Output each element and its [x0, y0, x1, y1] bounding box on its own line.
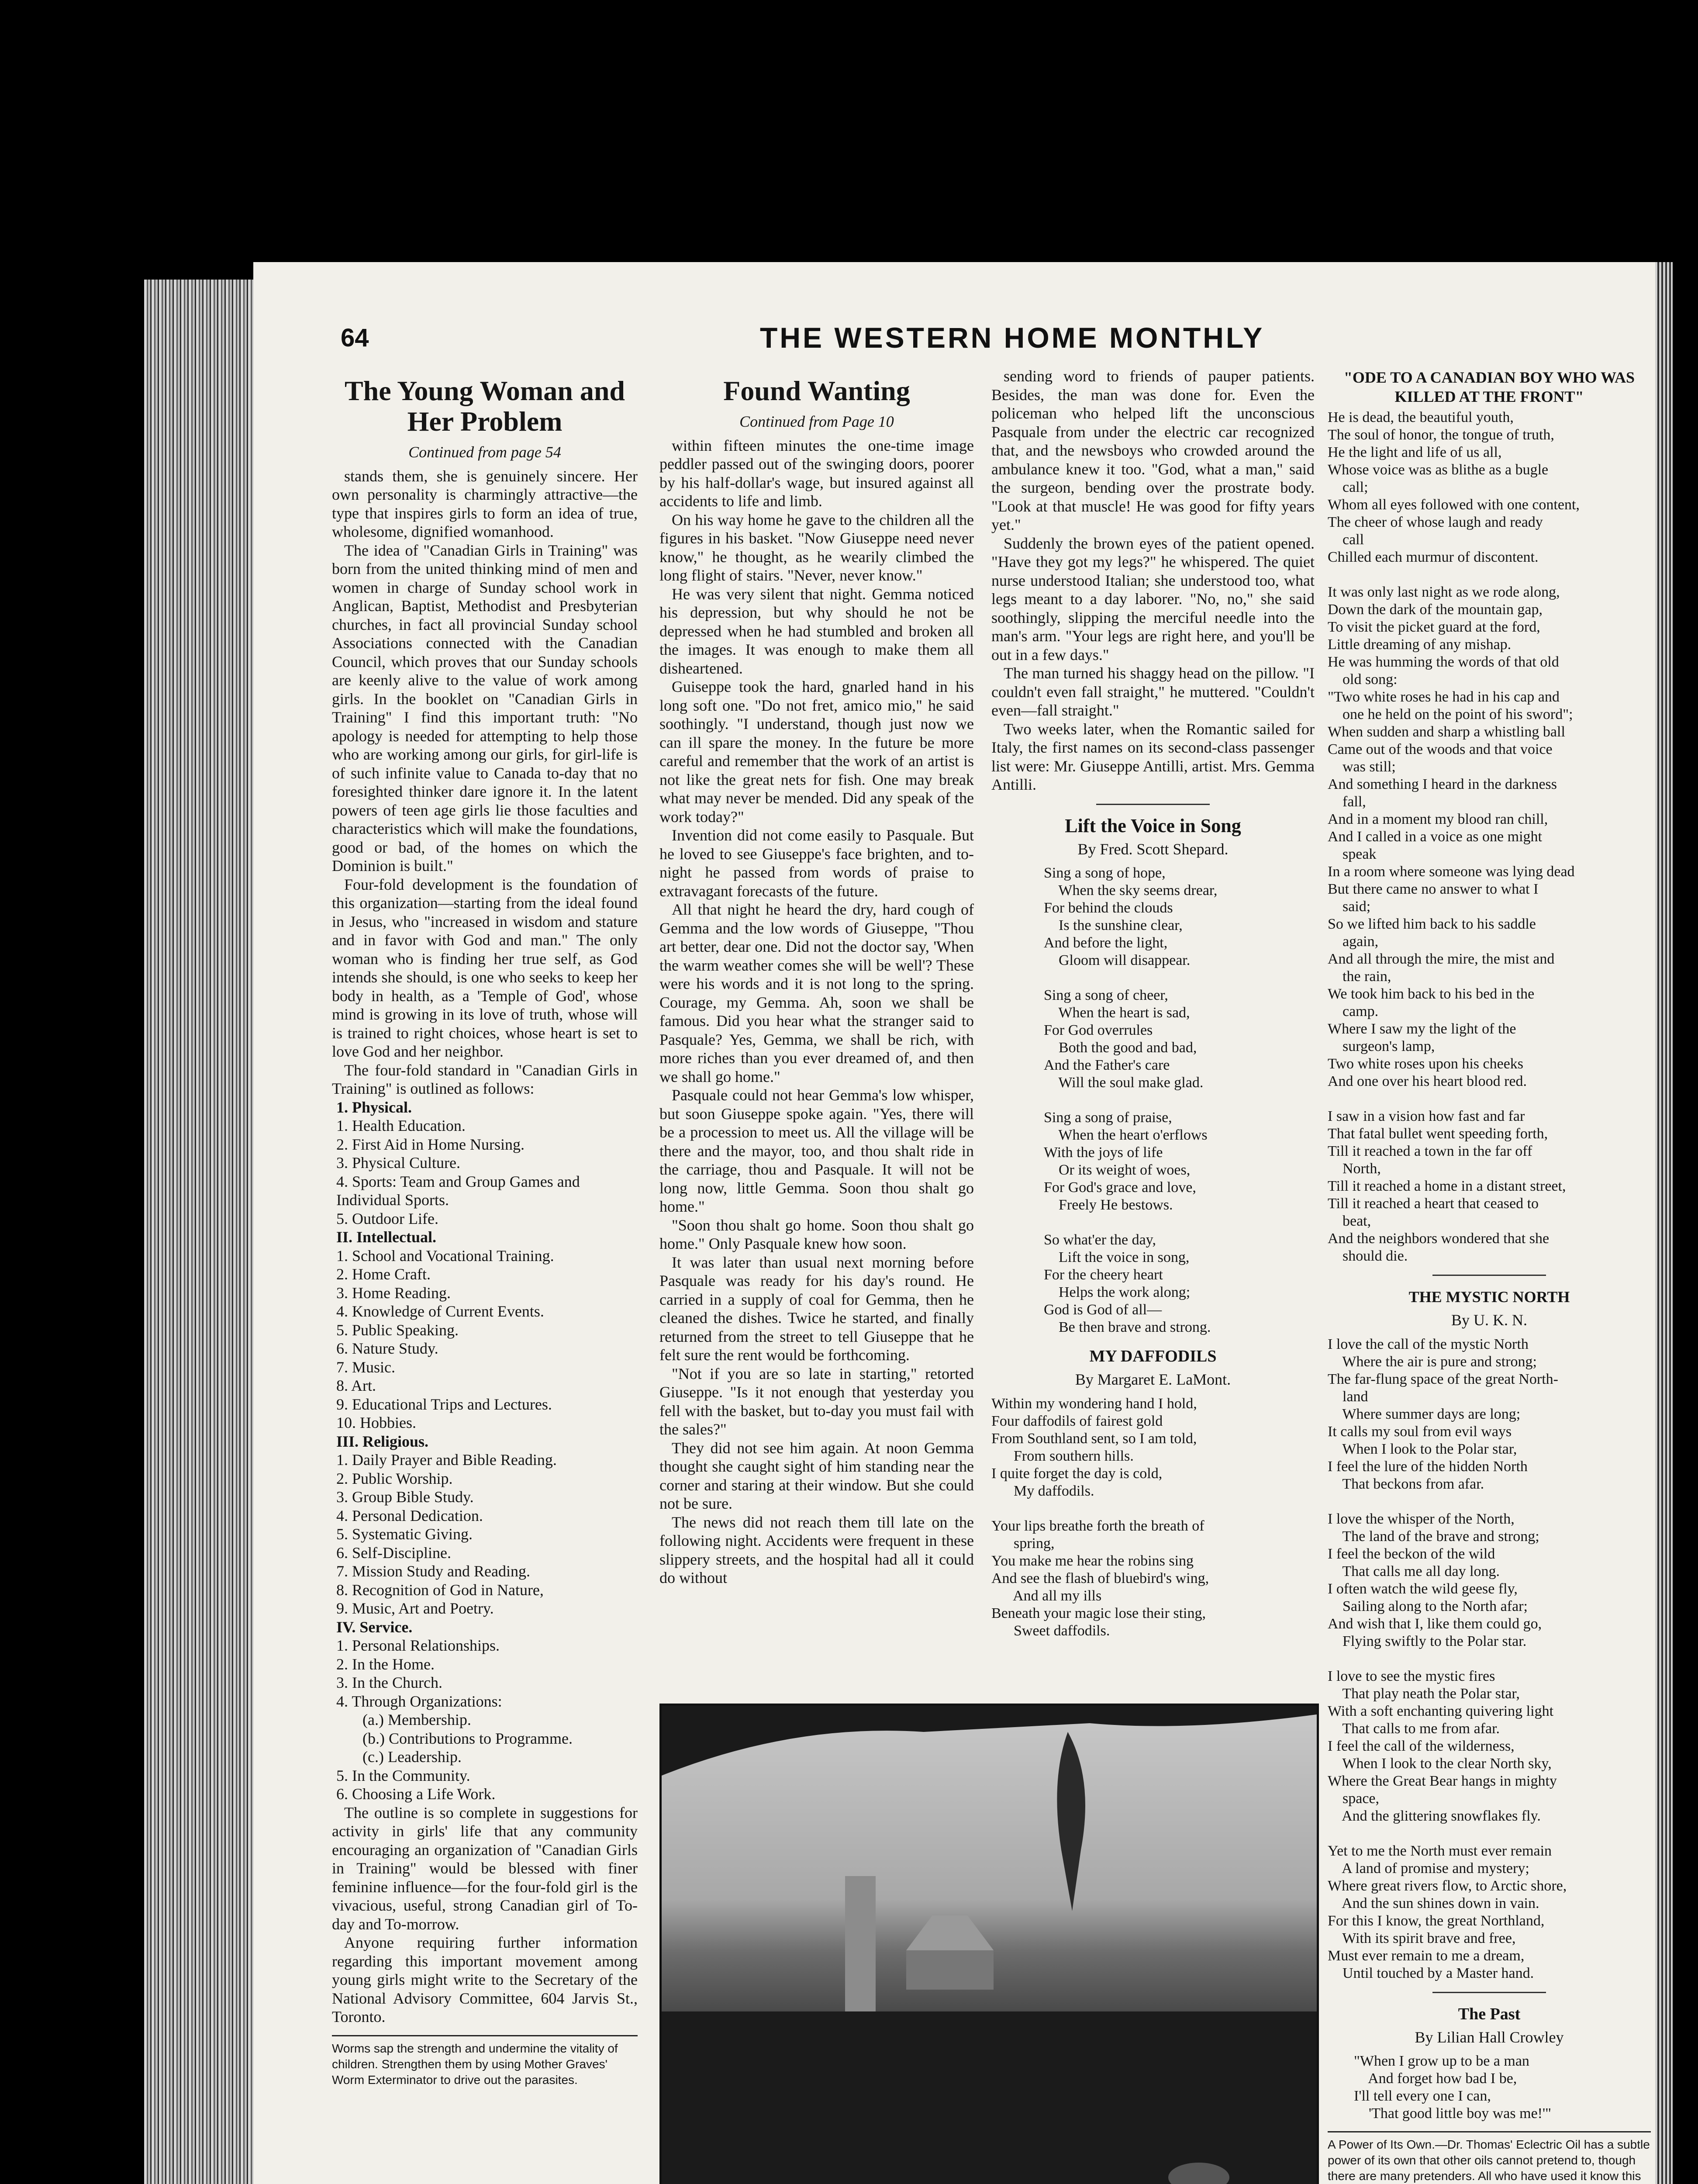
paragraph: All that night he heard the dry, hard cough of Gemma and the low words of Giuseppe, "Thou art better, dear one. Did not the doctor say, 'When the warm weather comes she will be well'? These were his words and it is not long to the spring. Courage, my Gemma. Ah, soon we shall be famous. Did you hear what the stranger said to Pasquale? Yes, Gemma, we shall be rich, with more riches than you ever dreamed of, and then we shall go home." — [659, 901, 974, 1085]
poem-line: Flying swiftly to the Polar star. — [1328, 1633, 1527, 1649]
poem-line: should die. — [1328, 1248, 1408, 1264]
paragraph: Suddenly the brown eyes of the patient opened. "Have they got my legs?" he whispered. The quiet nurse understood Italian; she understood too, what legs meant to a day laborer. "No, no," she said soothingly, slipping the merciful needle into the man's arm. "Your legs are right here, and you'll be out in a few days." — [991, 534, 1315, 663]
poem-line: Sing a song of hope, — [1044, 865, 1166, 881]
poem-line: land — [1328, 1388, 1368, 1405]
poem-line: With a soft enchanting quivering light — [1328, 1703, 1554, 1719]
poem-line: Where great rivers flow, to Arctic shore, — [1328, 1877, 1567, 1894]
paragraph: Four-fold development is the foundation of this organization—starting from the ideal found in Jesus, who "increased in wisdom and stature and in favor with God and man." The only woman who is finding her true self, as God intends she should, is one who seeks to keep her body in health, as a 'Temple of God', whose mind is growing in its love of truth, whose will is trained to right choices, whose heart is set to love God and her neighbor. — [332, 875, 638, 1060]
poem-line: It was only last night as we rode along, — [1328, 584, 1560, 600]
page-header — [341, 314, 1651, 363]
paragraph: "Soon thou shalt go home. Soon thou shalt go home." Only Pasquale knew how soon. — [659, 1216, 974, 1252]
poem-title: "ODE TO A CANADIAN BOY WHO WAS KILLED AT THE FRONT" — [1343, 369, 1635, 405]
poem-lift-the-voice — [1044, 864, 1315, 1336]
poem-byline: By Lilian Hall Crowley — [1415, 2028, 1564, 2046]
poem-line: And in a moment my blood ran chill, — [1328, 811, 1548, 827]
list-item: 8. Recognition of God in Nature, — [336, 1581, 544, 1599]
paragraph: Invention did not come easily to Pasquale. But he loved to see Giuseppe's face brighten, and to-night he passed from words of praise to extravagant forecasts of the future. — [659, 826, 974, 900]
list-item: 9. Music, Art and Poetry. — [336, 1600, 494, 1617]
poem-line: Beneath your magic lose their sting, — [991, 1605, 1206, 1621]
poem-line: Freely He bestows. — [1044, 1197, 1173, 1213]
poem-line: My daffodils. — [991, 1482, 1094, 1499]
poem-line: And I called in a voice as one might — [1328, 829, 1542, 845]
poem-line: I love the call of the mystic North — [1328, 1336, 1529, 1352]
poem-the-past — [1354, 2053, 1651, 2122]
poem-title: Lift the Voice in Song — [1065, 815, 1241, 836]
poem-line: Four daffodils of fairest gold — [991, 1413, 1163, 1429]
poem-line: When the heart o'erflows — [1044, 1127, 1208, 1143]
poem-line: Gloom will disappear. — [1044, 952, 1191, 968]
poem-line: I feel the call of the wilderness, — [1328, 1738, 1515, 1754]
poem-line: was still; — [1328, 759, 1396, 775]
list-item: 8. Art. — [336, 1377, 376, 1394]
poem-line: Or its weight of woes, — [1044, 1162, 1191, 1178]
poem-line: When the sky seems drear, — [1044, 882, 1218, 898]
poem-line: When sudden and sharp a whistling ball — [1328, 724, 1565, 740]
poem-line: Where I saw my the light of the — [1328, 1021, 1516, 1037]
poem-line — [1328, 1493, 1651, 1510]
continued-note: Continued from page 54 — [408, 443, 561, 461]
poem-line: God is God of all— — [1044, 1302, 1162, 1318]
list-item: 1. Daily Prayer and Bible Reading. — [336, 1451, 557, 1469]
list-item: III. Religious. — [336, 1432, 429, 1450]
list-item: 4. Through Organizations: — [336, 1692, 502, 1710]
poem-line: said; — [1328, 898, 1371, 915]
poem-line: I quite forget the day is cold, — [991, 1465, 1163, 1482]
magazine-title: THE WESTERN HOME MONTHLY — [760, 321, 1265, 354]
poem-line: And the Father's care — [1044, 1057, 1170, 1073]
divider — [1432, 1275, 1546, 1276]
poem-line: Down the dark of the mountain gap, — [1328, 601, 1543, 618]
poem-line — [1328, 566, 1651, 584]
paragraph: Pasquale could not hear Gemma's low whisper, but soon Giuseppe spoke again. "Yes, there will be a procession to meet us. All the village will be there and the mayor, too, and thou shalt ride in the carriage, thou and Pasquale. It will not be long now, little Gemma. Soon thou shalt go home." — [659, 1086, 974, 1215]
poem-line: Within my wondering hand I hold, — [991, 1395, 1197, 1412]
poem-line: That calls to me from afar. — [1328, 1720, 1500, 1737]
four-fold-list — [332, 1098, 638, 1804]
paragraph: stands them, she is genuinely sincere. Her own personality is charmingly attractive—the type that inspires girls to form an idea of true, wholesome, dignified womanhood. — [332, 467, 638, 540]
paragraph: within fifteen minutes the one-time image peddler passed out of the swinging doors, poorer by his half-dollar's wage, but insured against all accidents to life and limb. — [659, 436, 974, 510]
poem-line: 'That good little boy was me!'" — [1354, 2105, 1551, 2122]
poem-byline: By U. K. N. — [1451, 1311, 1527, 1329]
poem-line: Sing a song of cheer, — [1044, 987, 1168, 1003]
poem-line: Chilled each murmur of discontent. — [1328, 549, 1539, 565]
list-item: 1. Physical. — [336, 1098, 412, 1116]
poem-line: Your lips breathe forth the breath of — [991, 1517, 1204, 1534]
poem-ode-canadian-boy — [1328, 409, 1651, 1265]
poem-line: And all through the mire, the mist and — [1328, 951, 1555, 967]
continued-note: Continued from Page 10 — [739, 413, 894, 430]
list-item: 5. Public Speaking. — [336, 1321, 459, 1339]
poem-line: When I look to the clear North sky, — [1328, 1755, 1552, 1772]
eclectric-oil-advert: A Power of Its Own.—Dr. Thomas' Eclectric Oil has a subtle power of its own that other oils cannot pretend to, though there are many pretenders. All who have used it know this — [1328, 2131, 1651, 2184]
list-item: IV. Service. — [336, 1618, 413, 1636]
paragraph: Anyone requiring further information regarding this important movement among young girls might write to the Secretary of the National Advisory Committee, 604 Jarvis St., Toronto. — [332, 1934, 638, 2025]
poem-line: space, — [1328, 1790, 1380, 1807]
list-item: 1. Health Education. — [336, 1117, 466, 1134]
list-item: (a.) Membership. — [362, 1711, 471, 1728]
list-item: 2. In the Home. — [336, 1655, 435, 1673]
poem-line: Till it reached a heart that ceased to — [1328, 1196, 1539, 1212]
poem-line: The soul of honor, the tongue of truth, — [1328, 427, 1554, 443]
paragraph: On his way home he gave to the children all the figures in his basket. "Now Giuseppe need never know," he thought, as he wearily climbed the long flight of stairs. "Never, never know." — [659, 511, 974, 584]
story-continuation-and-poems — [991, 367, 1315, 1640]
poem-line: With the joys of life — [1044, 1144, 1163, 1161]
paragraph: The news did not reach them till late on the following night. Accidents were frequent in these slippery streets, and the hospital had all it could do without — [659, 1513, 974, 1586]
paragraph: The outline is so complete in suggestions for activity in girls' life that any community encouraging an organization of "Canadian Girls in Training" would be blessed with finer feminine influence—for the four-fold girl is the vivacious, useful, strong Canadian girl of To-day and To-morrow. — [332, 1804, 638, 1933]
poem-line: I feel the beckon of the wild — [1328, 1545, 1495, 1562]
poem-line: I feel the lure of the hidden North — [1328, 1458, 1528, 1475]
poem-line: The land of the brave and strong; — [1328, 1528, 1539, 1545]
poem-line: To visit the picket guard at the ford, — [1328, 619, 1540, 635]
poem-line: Came out of the woods and that voice — [1328, 741, 1553, 757]
poem-line: call — [1328, 532, 1364, 548]
poem-line: Till it reached a home in a distant street, — [1328, 1178, 1566, 1194]
poem-line: Sailing along to the North afar; — [1328, 1598, 1528, 1614]
list-item: II. Intellectual. — [336, 1228, 436, 1246]
poem-line — [1328, 1650, 1651, 1668]
poem-line: And one over his heart blood red. — [1328, 1073, 1527, 1089]
poem-line: surgeon's lamp, — [1328, 1038, 1435, 1054]
list-item: 10. Hobbies. — [336, 1414, 416, 1431]
poem-line: "When I grow up to be a man — [1354, 2053, 1529, 2069]
poem-line: The far-flung space of the great North- — [1328, 1371, 1558, 1387]
poem-line: North, — [1328, 1161, 1381, 1177]
poem-line: I often watch the wild geese fly, — [1328, 1580, 1518, 1597]
poem-line: It calls my soul from evil ways — [1328, 1423, 1512, 1440]
paragraph: They did not see him again. At noon Gemma thought she caught sight of him standing near the corner and staring at their window. But she could not be sure. — [659, 1439, 974, 1512]
poem-line — [991, 1500, 1315, 1517]
poem-title: MY DAFFODILS — [1089, 1347, 1217, 1365]
poem-line: And the glittering snowflakes fly. — [1328, 1807, 1541, 1824]
poem-line: Whom all eyes followed with one content, — [1328, 497, 1580, 513]
poem-line: For the cheery heart — [1044, 1267, 1163, 1283]
poem-byline: By Margaret E. LaMont. — [1075, 1371, 1231, 1388]
poem-line: And see the flash of bluebird's wing, — [991, 1570, 1209, 1586]
poem-line: fall, — [1328, 794, 1366, 810]
poem-line: I saw in a vision how fast and far — [1328, 1108, 1525, 1124]
poem-line: Where summer days are long; — [1328, 1406, 1521, 1422]
poem-line: spring, — [991, 1535, 1055, 1552]
poem-line: Will the soul make glad. — [1044, 1075, 1204, 1091]
poem-line: When I look to the Polar star, — [1328, 1441, 1517, 1457]
poem-line: And all my ills — [991, 1587, 1102, 1604]
poem-line: camp. — [1328, 1003, 1379, 1019]
poem-line: beat, — [1328, 1213, 1371, 1229]
poem-line: old song: — [1328, 671, 1398, 688]
list-item: 5. Outdoor Life. — [336, 1209, 438, 1227]
poem-line: He the light and life of us all, — [1328, 444, 1502, 460]
poem-line: That calls me all day long. — [1328, 1563, 1500, 1579]
poem-byline: By Fred. Scott Shepard. — [1077, 840, 1229, 858]
list-item: 6. Nature Study. — [336, 1340, 438, 1357]
poem-line: You make me hear the robins sing — [991, 1552, 1194, 1569]
poem-line — [1044, 969, 1315, 987]
poem-line: Yet to me the North must ever remain — [1328, 1842, 1552, 1859]
article-title: The Young Woman and Her Problem — [344, 375, 625, 437]
list-item: 4. Personal Dedication. — [336, 1507, 483, 1524]
book-edge — [144, 280, 258, 2184]
poem-line: From southern hills. — [991, 1448, 1134, 1464]
poem-line: Sweet daffodils. — [991, 1622, 1110, 1639]
poem-line: For behind the clouds — [1044, 900, 1173, 916]
poem-line: Both the good and bad, — [1044, 1040, 1197, 1056]
dogfish-photo — [659, 1704, 1319, 2184]
poem-line: So what'er the day, — [1044, 1232, 1156, 1248]
article-found-wanting — [659, 376, 974, 1587]
poem-line: When the heart is sad, — [1044, 1005, 1190, 1021]
paragraph: "Not if you are so late in starting," retorted Giuseppe. "Is it not enough that yesterday you fell with the basket, but to-day you must fail with the sales?" — [659, 1365, 974, 1438]
poem-line: Is the sunshine clear, — [1044, 917, 1183, 933]
poem-line: one he held on the point of his sword"; — [1328, 706, 1573, 722]
paragraph: Two weeks later, when the Romantic sailed for Italy, the first names on its second-class passenger list were: Mr. Giuseppe Antilli, artist. Mrs. Gemma Antilli. — [991, 720, 1315, 793]
paragraph: He was very silent that night. Gemma noticed his depression, but why should he not be depressed when he had stumbled and broken all the images. It was enough to make them all disheartened. — [659, 585, 974, 677]
list-item: 5. In the Community. — [336, 1766, 470, 1784]
poem-line: So we lifted him back to his saddle — [1328, 916, 1536, 932]
list-item: 6. Self-Discipline. — [336, 1544, 451, 1562]
poem-line: Must ever remain to me a dream, — [1328, 1947, 1525, 1964]
list-item: 3. Home Reading. — [336, 1284, 451, 1302]
list-item: 4. Sports: Team and Group Games and Individual Sports. — [336, 1172, 580, 1209]
page-number: 64 — [341, 324, 369, 352]
poem-line: We took him back to his bed in the — [1328, 986, 1535, 1002]
poem-line: Be then brave and strong. — [1044, 1319, 1211, 1335]
list-item: 5. Systematic Giving. — [336, 1525, 473, 1543]
list-item: 3. Physical Culture. — [336, 1154, 460, 1171]
list-item: 1. School and Vocational Training. — [336, 1247, 554, 1265]
poem-line: The cheer of whose laugh and ready — [1328, 514, 1543, 530]
paragraph: It was later than usual next morning before Pasquale was ready for his day's round. He carried in a supply of coal for Gemma, then he cleaned the dishes. Twice he started, and finally returned from the street to tell Giuseppe that he felt sure the rent would be forthcoming. — [659, 1253, 974, 1364]
poem-line: call; — [1328, 479, 1368, 495]
poem-line: And wish that I, like them could go, — [1328, 1615, 1542, 1632]
poem-line: I'll tell every one I can, — [1354, 2088, 1491, 2104]
poem-line: And the sun shines down in vain. — [1328, 1895, 1539, 1911]
poem-line — [1328, 1090, 1651, 1108]
poem-line: the rain, — [1328, 968, 1391, 985]
paragraph: sending word to friends of pauper patients. Besides, the man was done for. Even the policeman who helped lift the unconscious Pasquale from under the electric car recognized that, and the newsboys who crowded around the ambulance knew it too. "God, what a man," said the surgeon, bending over the prostrate body. "Look at that muscle! He was good for fifty years yet." — [991, 367, 1315, 533]
poem-title: The Past — [1458, 2004, 1521, 2023]
page-edge — [1655, 262, 1673, 2184]
poem-line: From Southland sent, so I am told, — [991, 1430, 1197, 1447]
list-item: 2. Home Craft. — [336, 1265, 431, 1283]
poem-line: That beckons from afar. — [1328, 1476, 1484, 1492]
article-title: Found Wanting — [723, 375, 910, 406]
poem-line: For this I know, the great Northland, — [1328, 1912, 1545, 1929]
divider — [1096, 804, 1210, 805]
poem-line: Until touched by a Master hand. — [1328, 1965, 1534, 1981]
poem-line: And before the light, — [1044, 935, 1168, 951]
poem-line: speak — [1328, 846, 1377, 862]
poem-line: again, — [1328, 933, 1379, 950]
poem-my-daffodils — [991, 1395, 1315, 1640]
poem-line: Lift the voice in song, — [1044, 1249, 1190, 1265]
poem-title: THE MYSTIC NORTH — [1408, 1288, 1570, 1306]
poem-line: He was humming the words of that old — [1328, 654, 1559, 670]
paragraph: Guiseppe took the hard, gnarled hand in his long soft one. "Do not fret, amico mio," he said soothingly. "I understand, though just now we can ill spare the money. In the future be more careful and remember that the work of an artist is not like the great nets for fish. One may break what may never be mended. Did any speak of the work today?" — [659, 678, 974, 826]
poem-line — [1328, 1825, 1651, 1842]
list-item: 2. First Aid in Home Nursing. — [336, 1135, 525, 1153]
paragraph: The four-fold standard in "Canadian Girls in Training" is outlined as follows: — [332, 1061, 638, 1097]
list-item: 7. Mission Study and Reading. — [336, 1562, 531, 1580]
poem-line — [1044, 1092, 1315, 1109]
poem-line: And forget how bad I be, — [1354, 2070, 1517, 2087]
poem-line: And the neighbors wondered that she — [1328, 1230, 1550, 1247]
poem-line — [1044, 1214, 1315, 1231]
poem-line: "Two white roses he had in his cap and — [1328, 689, 1560, 705]
poem-line: Sing a song of praise, — [1044, 1109, 1172, 1126]
article-young-woman — [332, 376, 638, 2088]
poem-line: That fatal bullet went speeding forth, — [1328, 1126, 1548, 1142]
poem-line: Little dreaming of any mishap. — [1328, 636, 1512, 653]
list-item: 7. Music. — [336, 1358, 395, 1376]
list-item: (c.) Leadership. — [362, 1748, 462, 1766]
poem-line: But there came no answer to what I — [1328, 881, 1539, 897]
dogfish-photo-illustration — [662, 1706, 1317, 2184]
poem-line: And something I heard in the darkness — [1328, 776, 1557, 792]
poetry-column — [1328, 363, 1651, 2184]
list-item: 6. Choosing a Life Work. — [336, 1785, 496, 1803]
poem-line: I love to see the mystic fires — [1328, 1668, 1495, 1684]
poem-mystic-north — [1328, 1336, 1651, 1982]
poem-line: He is dead, the beautiful youth, — [1328, 409, 1514, 425]
poem-line: For God overrules — [1044, 1022, 1153, 1038]
poem-line: A land of promise and mystery; — [1328, 1860, 1529, 1876]
list-item: 4. Knowledge of Current Events. — [336, 1303, 544, 1320]
list-item: 3. In the Church. — [336, 1674, 442, 1691]
poem-line: Whose voice was as blithe as a bugle — [1328, 462, 1549, 478]
poem-line: Where the Great Bear hangs in mighty — [1328, 1773, 1557, 1789]
poem-line: Where the air is pure and strong; — [1328, 1353, 1537, 1370]
poem-line: With its spirit brave and free, — [1328, 1930, 1516, 1946]
poem-line: I love the whisper of the North, — [1328, 1510, 1515, 1527]
poem-line: Two white roses upon his cheeks — [1328, 1056, 1524, 1072]
list-item: 1. Personal Relationships. — [336, 1637, 500, 1654]
poem-line: Till it reached a town in the far off — [1328, 1143, 1532, 1159]
poem-line: That play neath the Polar star, — [1328, 1685, 1520, 1702]
poem-line: For God's grace and love, — [1044, 1179, 1196, 1196]
paragraph: The idea of "Canadian Girls in Training" was born from the united thinking mind of men and women in charge of Sunday school work in Anglican, Baptist, Methodist and Presbyterian churches, in fact all provincial Sunday school Associations connected with the Canadian Council, which proves that our Sunday schools are keenly alive to the value of work among girls. In the booklet on "Canadian Girls in Training" I find this important truth: "No apology is needed for attempting to help those who are working among our girls, for girl-life is of such infinite value to Canada to-day that no foresighted thinker dare ignore it. In the latent powers of teen age girls lie those faculties and characteristics which will make the foundations, good or bad, of the homes on which the Dominion is built." — [332, 541, 638, 874]
list-item: 2. Public Worship. — [336, 1469, 453, 1487]
poem-line: In a room where someone was lying dead — [1328, 864, 1575, 880]
worm-advert: Worms sap the strength and undermine the vitality of children. Strengthen them by using Mother Graves' Worm Exterminator to drive out the parasites. — [332, 2035, 638, 2088]
list-item: 3. Group Bible Study. — [336, 1488, 474, 1506]
list-item: (b.) Contributions to Programme. — [362, 1729, 573, 1747]
divider — [1432, 1992, 1546, 1993]
poem-line: Helps the work along; — [1044, 1284, 1191, 1300]
list-item: 9. Educational Trips and Lectures. — [336, 1395, 552, 1413]
paragraph: The man turned his shaggy head on the pillow. "I couldn't even fall straight," he muttered. "Couldn't even—fall straight." — [991, 664, 1315, 719]
